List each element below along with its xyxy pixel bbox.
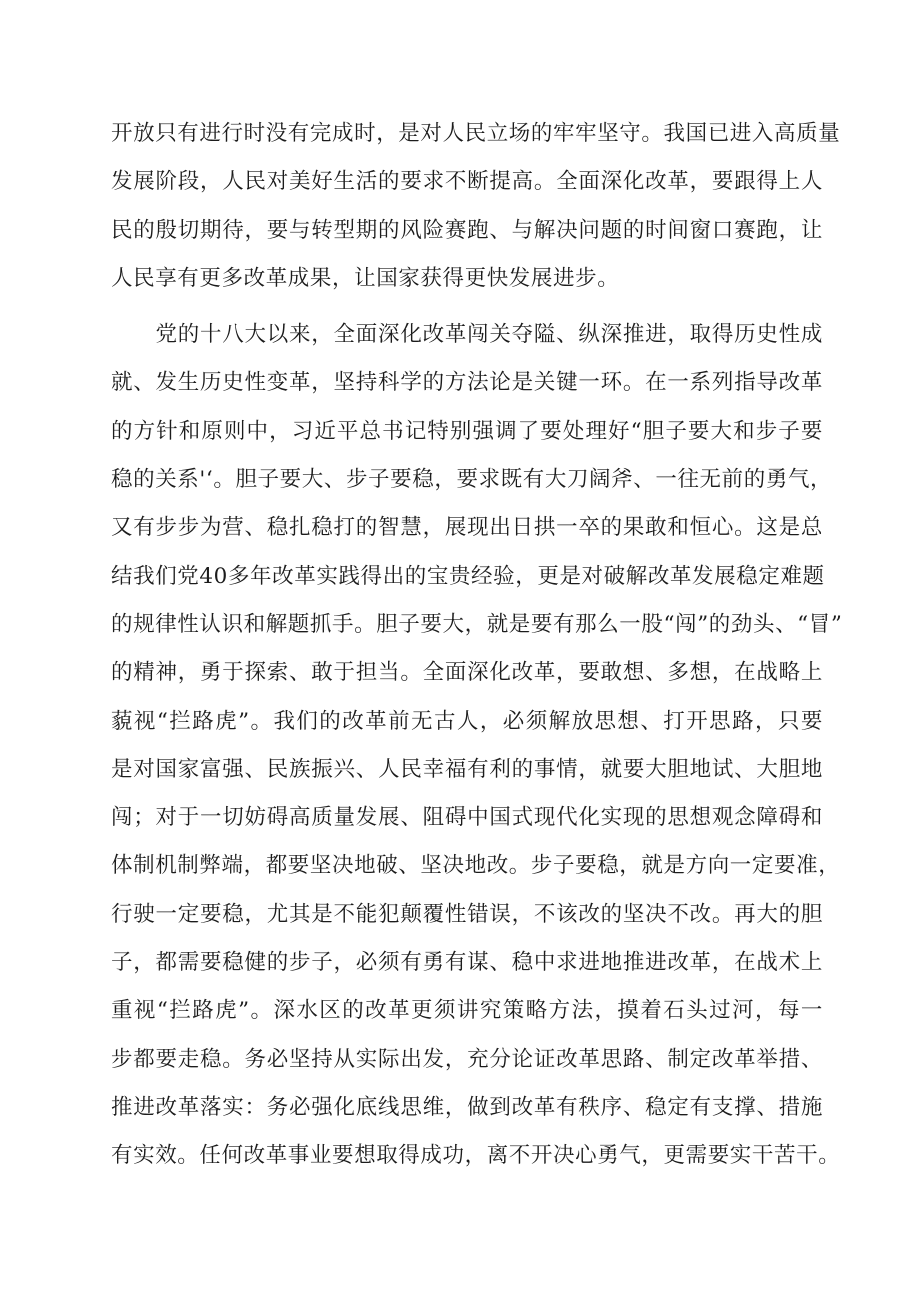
text-line: 开放只有进行时没有完成时，是对人民立场的牢牢坚守。我国已进入高质量 xyxy=(111,121,841,146)
text-line: 子，都需要稳健的步子，必须有勇有谋、稳中求进地推进改革，在战术上 xyxy=(111,950,823,976)
text-line: 重视“拦路虎”。深水区的改革更须讲究策略方法，摸着石头过河，每一 xyxy=(111,998,823,1024)
text-line: 的精神，勇于探索、敢于担当。全面深化改革，要敢想、多想，在战略上 xyxy=(111,660,823,686)
text-line: 藐视“拦路虎”。我们的改革前无古人，必须解放思想、打开思路，只要 xyxy=(111,708,823,734)
text-line: 稳的关系'‘。胆子要大、步子要稳，要求既有大刀阔斧、一往无前的勇气， xyxy=(111,467,833,493)
text-line: 人民享有更多改革成果，让国家获得更快发展进步。 xyxy=(111,265,620,291)
text-line: 民的殷切期待，要与转型期的风险赛跑、与解决问题的时间窗口赛跑，让 xyxy=(111,217,823,243)
document-body xyxy=(111,110,843,1181)
paragraph-gap xyxy=(111,303,823,311)
text-line: 发展阶段，人民对美好生活的要求不断提高。全面深化改革，要跟得上人 xyxy=(111,169,823,195)
text-line: 步都要走稳。务必坚持从实际出发，充分论证改革思路、制定改革举措、 xyxy=(111,1046,823,1072)
text-line: 是对国家富强、民族振兴、人民幸福有利的事情，就要大胆地试、大胆地 xyxy=(111,756,823,782)
text-line: 的规律性认识和解题抓手。胆子要大，就是要有那么一股“闯”的劲头、“冒” xyxy=(111,611,843,637)
paragraph-2 xyxy=(111,311,843,1180)
text-line: 闯；对于一切妨碍高质量发展、阻碍中国式现代化实现的思想观念障碍和 xyxy=(111,805,823,831)
paragraph-1 xyxy=(111,110,841,303)
text-line: 党的十八大以来，全面深化改革闯关夺隘、纵深推进，取得历史性成 xyxy=(111,322,823,348)
text-line: 又有步步为营、稳扎稳打的智慧，展现出日拱一卒的果敢和恒心。这是总 xyxy=(111,515,823,541)
text-line: 体制机制弊端，都要坚决地破、坚决地改。步子要稳，就是方向一定要准， xyxy=(111,853,841,879)
text-line: 结我们党40多年改革实践得出的宝贵经验，更是对破解改革发展稳定难题 xyxy=(111,563,825,589)
text-line: 行驶一定要稳，尤其是不能犯颠覆性错误，不该改的坚决不改。再大的胆 xyxy=(111,901,823,927)
text-line: 就、发生历史性变革，坚持科学的方法论是关键一环。在一系列指导改革 xyxy=(111,370,823,396)
text-line: 推进改革落实：务必强化底线思维，做到改革有秩序、稳定有支撑、措施 xyxy=(111,1094,823,1120)
text-line: 有实效。任何改革事业要想取得成功，离不开决心勇气，更需要实干苦干。 xyxy=(111,1143,841,1169)
text-line: 的方针和原则中，习近平总书记特别强调了要处理好“胆子要大和步子要 xyxy=(111,418,823,444)
